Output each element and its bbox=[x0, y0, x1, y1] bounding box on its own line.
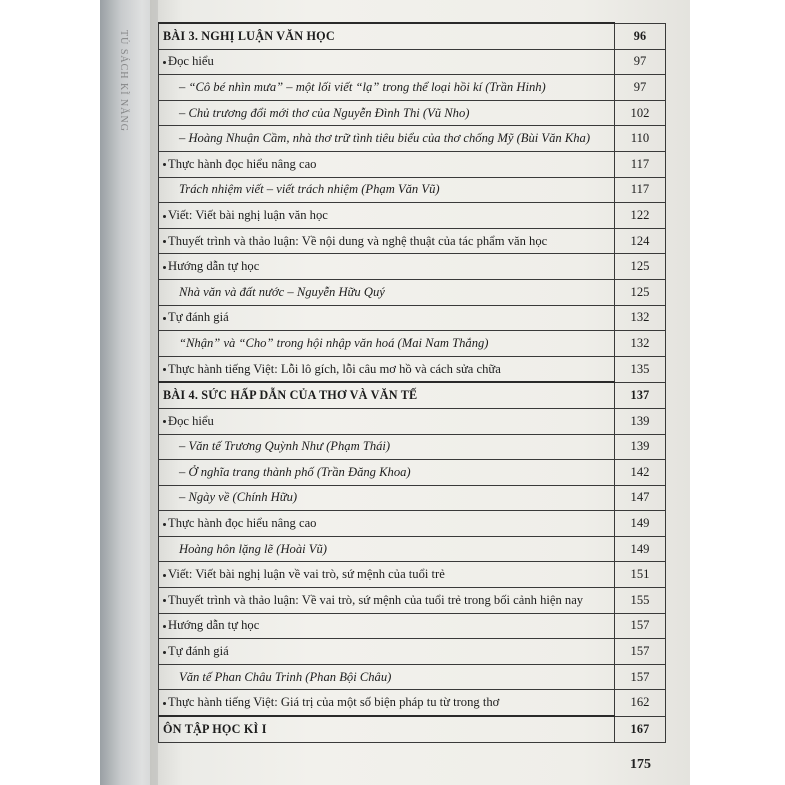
toc-row bbox=[159, 356, 666, 382]
toc-page-number: 110 bbox=[615, 126, 666, 152]
toc-page-number: 157 bbox=[615, 613, 666, 639]
toc-page-number: 132 bbox=[615, 305, 666, 331]
bullet-icon bbox=[163, 61, 166, 64]
bullet-icon bbox=[163, 599, 166, 602]
toc-entry-title: – Hoàng Nhuận Cầm, nhà thơ trữ tình tiêu biểu của thơ chống Mỹ (Bùi Văn Kha) bbox=[179, 131, 591, 146]
toc-entry-title: Thực hành đọc hiểu nâng cao bbox=[168, 156, 317, 171]
toc-page-number: 135 bbox=[615, 356, 666, 382]
toc-page-number: 117 bbox=[615, 151, 666, 177]
toc-page-number: 139 bbox=[615, 408, 666, 434]
toc-row bbox=[159, 49, 666, 75]
toc-row bbox=[159, 434, 666, 460]
bullet-icon bbox=[163, 625, 166, 628]
toc-entry-title: – Văn tế Trương Quỳnh Như (Phạm Thái) bbox=[179, 439, 391, 454]
toc-entry-title: Hướng dẫn tự học bbox=[168, 618, 260, 633]
toc-row bbox=[159, 100, 666, 126]
toc-entry-title-cell bbox=[159, 100, 615, 126]
toc-entry-title: Tự đánh giá bbox=[168, 644, 229, 659]
toc-page-number: 125 bbox=[615, 279, 666, 305]
toc-page-number: 149 bbox=[615, 511, 666, 537]
toc-entry-title: Đọc hiểu bbox=[168, 413, 214, 428]
toc-entry-title: – Ở nghĩa trang thành phố (Trần Đăng Khoa) bbox=[179, 464, 411, 479]
toc-entry-title: – Chủ trương đổi mới thơ của Nguyễn Đình Thi (Vũ Nho) bbox=[179, 105, 470, 120]
spine-text: TỦ SÁCH KĨ NĂNG bbox=[118, 30, 129, 132]
toc-entry-title-cell bbox=[159, 177, 615, 203]
toc-entry-title-cell bbox=[159, 203, 615, 229]
toc-row bbox=[159, 331, 666, 357]
toc-page-number: 149 bbox=[615, 536, 666, 562]
toc-entry-title: BÀI 3. NGHỊ LUẬN VĂN HỌC bbox=[163, 28, 335, 43]
toc-row bbox=[159, 177, 666, 203]
toc-page-number: 137 bbox=[615, 382, 666, 408]
toc-entry-title: Đọc hiểu bbox=[168, 54, 214, 69]
toc-row bbox=[159, 664, 666, 690]
toc-entry-title-cell bbox=[159, 126, 615, 152]
toc-entry-title-cell bbox=[159, 279, 615, 305]
toc-entry-title: Thực hành tiếng Việt: Lỗi lô gích, lỗi câu mơ hồ và cách sửa chữa bbox=[168, 361, 501, 376]
toc-entry-title: – “Cô bé nhìn mưa” – một lối viết “lạ” trong thể loại hồi kí (Trần Hinh) bbox=[179, 79, 546, 94]
toc-entry-title-cell bbox=[159, 536, 615, 562]
bullet-icon bbox=[163, 702, 166, 705]
toc-row bbox=[159, 279, 666, 305]
toc-entry-title: Viết: Viết bài nghị luận văn học bbox=[168, 207, 328, 222]
toc-page-number: 132 bbox=[615, 331, 666, 357]
toc-page-number: 142 bbox=[615, 460, 666, 486]
bullet-icon bbox=[163, 317, 166, 320]
toc-page-number: 157 bbox=[615, 664, 666, 690]
toc-entry-title: Thực hành tiếng Việt: Giá trị của một số biện pháp tu từ trong thơ bbox=[168, 695, 500, 710]
toc-row bbox=[159, 613, 666, 639]
toc-entry-title: Thực hành đọc hiểu nâng cao bbox=[168, 516, 317, 531]
bullet-icon bbox=[163, 163, 166, 166]
toc-row bbox=[159, 408, 666, 434]
toc-row bbox=[159, 536, 666, 562]
toc-entry-title: Hướng dẫn tự học bbox=[168, 259, 260, 274]
toc-page-number: 97 bbox=[615, 75, 666, 101]
bullet-icon bbox=[163, 420, 166, 423]
toc-entry-title-cell bbox=[159, 511, 615, 537]
page-number: 175 bbox=[630, 757, 651, 772]
toc-entry-title-cell bbox=[159, 382, 615, 408]
toc-page-number: 102 bbox=[615, 100, 666, 126]
bullet-icon bbox=[163, 266, 166, 269]
toc-page-number: 117 bbox=[615, 177, 666, 203]
toc-entry-title-cell bbox=[159, 151, 615, 177]
toc-entry-title: Thuyết trình và thảo luận: Về nội dung và nghệ thuật của tác phẩm văn học bbox=[168, 233, 548, 248]
toc-page-number: 139 bbox=[615, 434, 666, 460]
toc-entry-title-cell bbox=[159, 434, 615, 460]
page-gutter bbox=[150, 0, 158, 785]
toc-row bbox=[159, 228, 666, 254]
toc-entry-title-cell bbox=[159, 588, 615, 614]
toc-page-number: 155 bbox=[615, 588, 666, 614]
toc-entry-title-cell bbox=[159, 356, 615, 382]
toc-entry-title-cell bbox=[159, 254, 615, 280]
toc-entry-title-cell bbox=[159, 485, 615, 511]
toc-section-row bbox=[159, 716, 666, 742]
toc-entry-title-cell bbox=[159, 690, 615, 716]
toc-entry-title-cell bbox=[159, 639, 615, 665]
toc-entry-title: Nhà văn và đất nước – Nguyễn Hữu Quý bbox=[179, 284, 385, 299]
bullet-icon bbox=[163, 368, 166, 371]
toc-entry-title-cell bbox=[159, 305, 615, 331]
toc-entry-title: Trách nhiệm viết – viết trách nhiệm (Phạm Văn Vũ) bbox=[179, 182, 440, 197]
toc-entry-title-cell bbox=[159, 664, 615, 690]
toc-entry-title-cell bbox=[159, 75, 615, 101]
toc-entry-title-cell bbox=[159, 23, 615, 49]
toc-page-number: 157 bbox=[615, 639, 666, 665]
toc-row bbox=[159, 75, 666, 101]
toc-entry-title: Hoàng hôn lặng lẽ (Hoài Vũ) bbox=[179, 541, 327, 556]
toc-entry-title-cell bbox=[159, 613, 615, 639]
toc-row bbox=[159, 562, 666, 588]
toc-row bbox=[159, 151, 666, 177]
toc-page-number: 167 bbox=[615, 716, 666, 742]
toc-entry-title-cell bbox=[159, 408, 615, 434]
toc-entry-title-cell bbox=[159, 49, 615, 75]
toc-entry-title: Thuyết trình và thảo luận: Về vai trò, sứ mệnh của tuổi trẻ trong bối cảnh hiện nay bbox=[168, 592, 584, 607]
toc-row bbox=[159, 203, 666, 229]
toc-entry-title: Viết: Viết bài nghị luận về vai trò, sứ mệnh của tuổi trẻ bbox=[168, 567, 445, 582]
toc-row bbox=[159, 254, 666, 280]
bullet-icon bbox=[163, 651, 166, 654]
toc-entry-title: Tự đánh giá bbox=[168, 310, 229, 325]
toc-body bbox=[159, 23, 666, 742]
toc-page-number: 147 bbox=[615, 485, 666, 511]
bullet-icon bbox=[163, 523, 166, 526]
toc-entry-title: “Nhận” và “Cho” trong hội nhập văn hoá (Mai Nam Thắng) bbox=[179, 335, 489, 350]
toc-page-number: 151 bbox=[615, 562, 666, 588]
toc-entry-title-cell bbox=[159, 716, 615, 742]
toc-row bbox=[159, 305, 666, 331]
bullet-icon bbox=[163, 215, 166, 218]
bullet-icon bbox=[163, 574, 166, 577]
toc-page-number: 125 bbox=[615, 254, 666, 280]
bullet-icon bbox=[163, 240, 166, 243]
toc-page-number: 162 bbox=[615, 690, 666, 716]
toc-page-number: 122 bbox=[615, 203, 666, 229]
toc-entry-title: BÀI 4. SỨC HẤP DẪN CỦA THƠ VÀ VĂN TẾ bbox=[163, 388, 418, 403]
toc-row bbox=[159, 639, 666, 665]
toc-row bbox=[159, 690, 666, 716]
toc-entry-title-cell bbox=[159, 331, 615, 357]
toc-page-number: 97 bbox=[615, 49, 666, 75]
toc-entry-title-cell bbox=[159, 460, 615, 486]
toc-row bbox=[159, 460, 666, 486]
toc-entry-title: – Ngày về (Chính Hữu) bbox=[179, 490, 298, 505]
toc-section-row bbox=[159, 23, 666, 49]
toc-row bbox=[159, 588, 666, 614]
toc-entry-title: Văn tế Phan Châu Trinh (Phan Bội Châu) bbox=[179, 669, 392, 684]
toc-row bbox=[159, 511, 666, 537]
table-of-contents bbox=[158, 22, 666, 743]
toc-row bbox=[159, 485, 666, 511]
toc-page-number: 124 bbox=[615, 228, 666, 254]
toc-entry-title-cell bbox=[159, 562, 615, 588]
toc-section-row bbox=[159, 382, 666, 408]
toc-row bbox=[159, 126, 666, 152]
toc-entry-title: ÔN TẬP HỌC KÌ I bbox=[163, 721, 267, 736]
toc-entry-title-cell bbox=[159, 228, 615, 254]
toc-page-number: 96 bbox=[615, 23, 666, 49]
